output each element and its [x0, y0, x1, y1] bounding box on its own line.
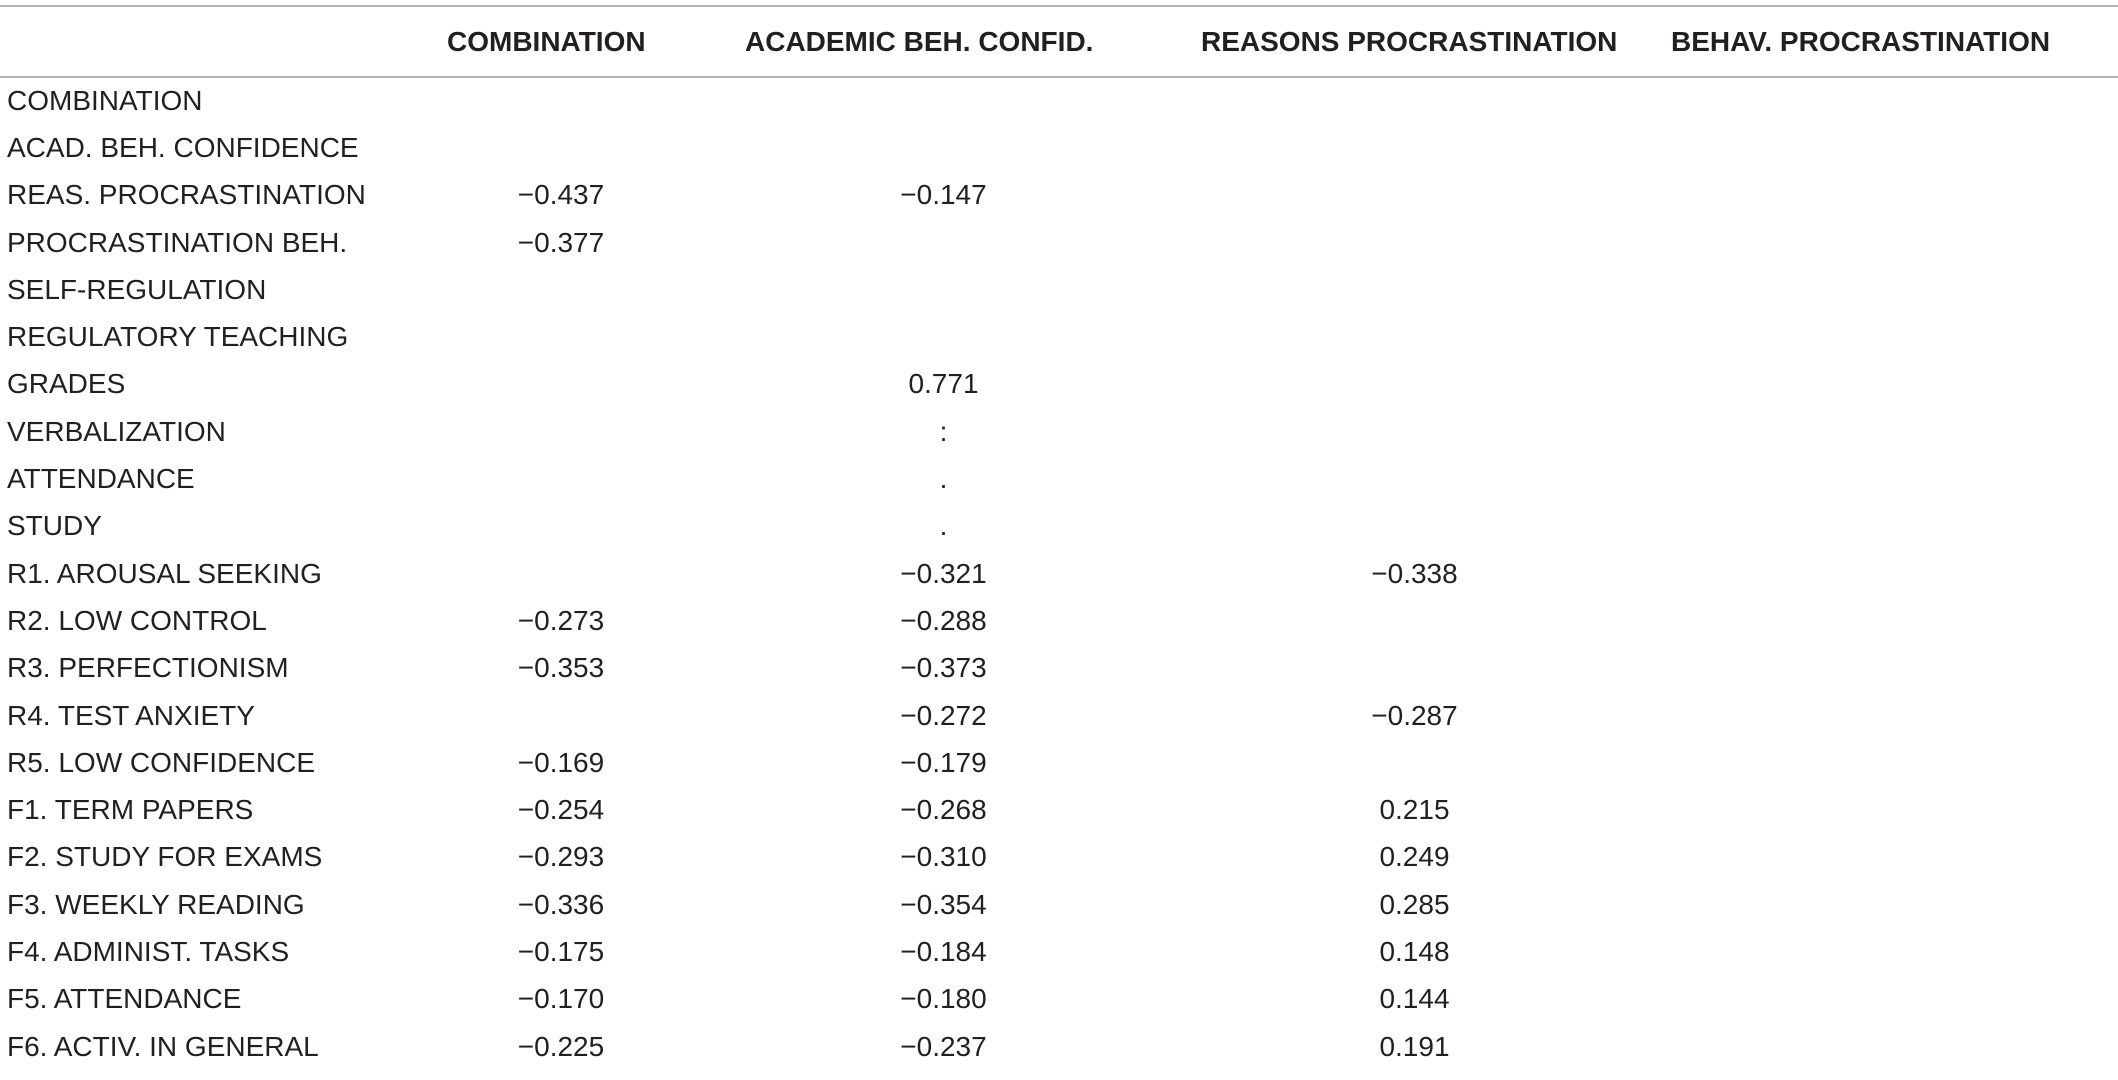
table-row: [0, 739, 2118, 786]
row-label: F5. ATTENDANCE: [7, 983, 242, 1015]
table-cell: −0.273: [517, 604, 605, 636]
table-cell: [1649, 786, 2118, 833]
table-row: [0, 172, 2118, 219]
table-cell: 0.148: [1379, 935, 1450, 967]
table-cell: [1649, 597, 2118, 644]
table-row: [0, 455, 2118, 502]
table-row: [0, 313, 2118, 360]
table-cell: −0.287: [1371, 699, 1458, 731]
table-row: [0, 124, 2118, 171]
table-cell: [415, 266, 707, 313]
table-row: [0, 219, 2118, 266]
table-cell: [415, 692, 707, 739]
table-cell: [1649, 361, 2118, 408]
table-cell: [1649, 408, 2118, 455]
row-label: ATTENDANCE: [7, 463, 195, 495]
table-cell: [1180, 219, 1649, 266]
table-cell: [1649, 77, 2118, 124]
table-row: [0, 928, 2118, 975]
header-combination: COMBINATION: [447, 25, 646, 57]
table-cell: [415, 503, 707, 550]
table-cell: [1649, 692, 2118, 739]
row-label: R5. LOW CONFIDENCE: [7, 746, 316, 778]
table-cell: [1649, 739, 2118, 786]
table-row: [0, 550, 2118, 597]
table-cell: [1649, 645, 2118, 692]
table-cell: −0.354: [900, 888, 987, 920]
table-cell: [1649, 503, 2118, 550]
row-label: REAS. PROCRASTINATION: [7, 179, 366, 211]
table-cell: [415, 408, 707, 455]
table-cell: [1180, 455, 1649, 502]
row-label: F3. WEEKLY READING: [7, 888, 305, 920]
table-cell: [707, 313, 1180, 360]
table-cell: [1180, 77, 1649, 124]
table-cell: −0.225: [517, 1030, 605, 1062]
correlation-table-container: [0, 5, 2118, 1080]
table-cell: [1649, 1023, 2118, 1070]
row-label: PROCRASTINATION BEH.: [7, 226, 348, 258]
table-cell: −0.272: [900, 699, 987, 731]
table-row: [0, 503, 2118, 550]
table-cell: −0.237: [900, 1030, 987, 1062]
correlation-table: [0, 5, 2118, 1070]
table-cell: −0.310: [900, 841, 987, 873]
header-row: [0, 6, 2118, 77]
table-cell: 0.249: [1379, 841, 1450, 873]
table-cell: 0.191: [1379, 1030, 1450, 1062]
table-cell: [415, 313, 707, 360]
table-cell: [1180, 503, 1649, 550]
table-cell: −0.170: [517, 983, 605, 1015]
table-cell: [1180, 645, 1649, 692]
table-row: [0, 645, 2118, 692]
table-cell: [707, 219, 1180, 266]
table-cell: [415, 77, 707, 124]
table-cell: [707, 124, 1180, 171]
row-label: R2. LOW CONTROL: [7, 604, 267, 636]
row-label: STUDY: [7, 510, 102, 542]
header-empty: [0, 6, 415, 77]
table-cell: −0.169: [517, 746, 605, 778]
table-cell: −0.175: [517, 935, 605, 967]
header-behav-procrastination: BEHAV. PROCRASTINATION: [1671, 25, 2051, 57]
table-cell: .: [939, 463, 948, 495]
table-cell: −0.373: [900, 652, 987, 684]
table-row: [0, 77, 2118, 124]
table-cell: −0.180: [900, 983, 987, 1015]
table-cell: −0.268: [900, 794, 987, 826]
table-cell: [1649, 834, 2118, 881]
row-label: REGULATORY TEACHING: [7, 321, 349, 353]
table-body: [0, 77, 2118, 1070]
row-label: R4. TEST ANXIETY: [7, 699, 255, 731]
table-cell: 0.215: [1379, 794, 1450, 826]
table-cell: [1180, 313, 1649, 360]
table-row: [0, 692, 2118, 739]
table-cell: −0.179: [900, 746, 987, 778]
table-cell: [415, 550, 707, 597]
table-cell: [1649, 124, 2118, 171]
table-cell: [1649, 313, 2118, 360]
table-header: [0, 6, 2118, 77]
table-cell: [1649, 455, 2118, 502]
table-cell: [1180, 124, 1649, 171]
table-cell: [1649, 550, 2118, 597]
table-cell: [1180, 361, 1649, 408]
header-reasons-procrastination: REASONS PROCRASTINATION: [1201, 25, 1618, 57]
table-cell: [1649, 219, 2118, 266]
table-cell: −0.353: [517, 652, 605, 684]
table-cell: [707, 266, 1180, 313]
table-cell: −0.321: [900, 557, 987, 589]
table-cell: [415, 361, 707, 408]
table-row: [0, 976, 2118, 1023]
row-label: SELF-REGULATION: [7, 273, 267, 305]
header-academic-beh-confid: ACADEMIC BEH. CONFID.: [745, 25, 1094, 57]
row-label: GRADES: [7, 368, 126, 400]
table-cell: 0.285: [1379, 888, 1450, 920]
table-cell: .: [939, 510, 948, 542]
table-row: [0, 881, 2118, 928]
row-label: COMBINATION: [7, 85, 203, 117]
table-cell: :: [939, 415, 948, 447]
table-cell: [1649, 266, 2118, 313]
table-cell: [1180, 597, 1649, 644]
row-label: F6. ACTIV. IN GENERAL: [7, 1030, 319, 1062]
table-cell: 0.144: [1379, 983, 1450, 1015]
table-cell: [707, 77, 1180, 124]
table-cell: [1649, 172, 2118, 219]
table-cell: 0.771: [908, 368, 979, 400]
table-cell: [1649, 928, 2118, 975]
row-label: F2. STUDY FOR EXAMS: [7, 841, 323, 873]
table-cell: [1180, 408, 1649, 455]
row-label: F1. TERM PAPERS: [7, 794, 254, 826]
table-row: [0, 1023, 2118, 1070]
table-cell: −0.184: [900, 935, 987, 967]
table-cell: −0.377: [517, 226, 605, 258]
table-cell: −0.147: [900, 179, 987, 211]
table-cell: [1649, 976, 2118, 1023]
table-cell: [415, 455, 707, 502]
table-cell: [1649, 881, 2118, 928]
table-cell: [1180, 739, 1649, 786]
table-row: [0, 786, 2118, 833]
row-label: F4. ADMINIST. TASKS: [7, 935, 290, 967]
table-row: [0, 597, 2118, 644]
table-cell: [415, 124, 707, 171]
table-row: [0, 361, 2118, 408]
row-label: VERBALIZATION: [7, 415, 226, 447]
table-row: [0, 834, 2118, 881]
row-label: R1. AROUSAL SEEKING: [7, 557, 322, 589]
row-label: ACAD. BEH. CONFIDENCE: [7, 131, 359, 163]
table-cell: −0.338: [1371, 557, 1458, 589]
row-label: R3. PERFECTIONISM: [7, 652, 289, 684]
table-cell: [1180, 172, 1649, 219]
table-row: [0, 266, 2118, 313]
table-cell: −0.293: [517, 841, 605, 873]
table-cell: [1180, 266, 1649, 313]
table-row: [0, 408, 2118, 455]
table-cell: −0.288: [900, 604, 987, 636]
table-cell: −0.336: [517, 888, 605, 920]
table-cell: −0.437: [517, 179, 605, 211]
table-cell: −0.254: [517, 794, 605, 826]
